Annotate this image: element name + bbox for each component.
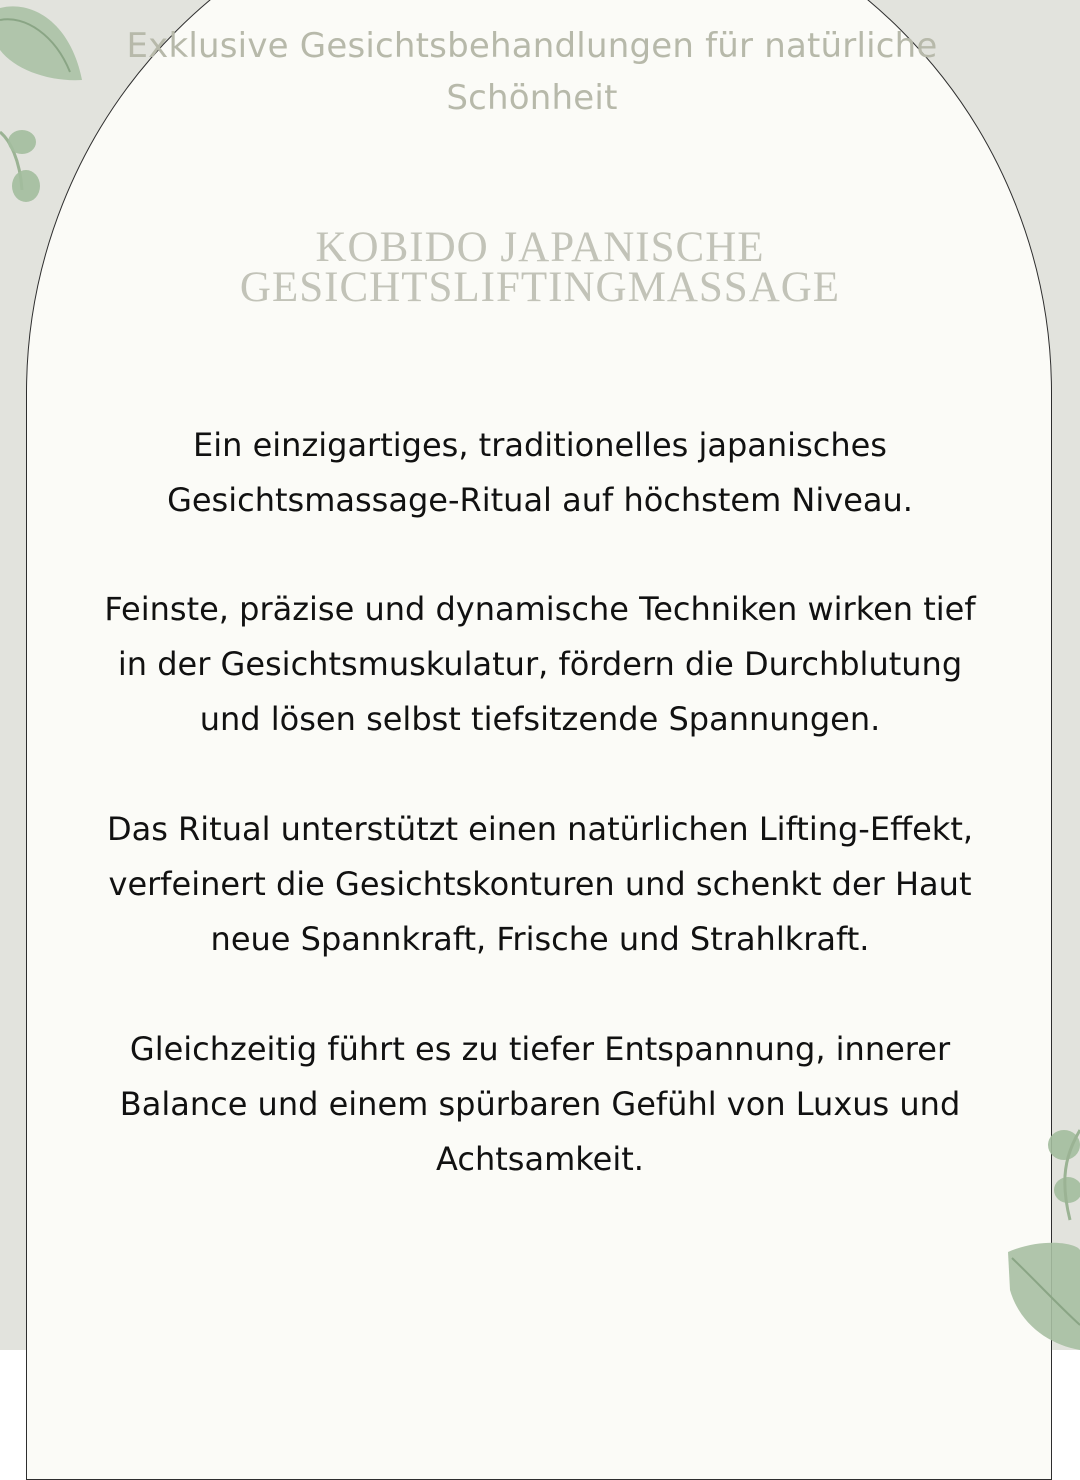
subtitle-line: Schönheit (446, 78, 618, 118)
subtitle-line: Exklusive Gesichtsbehandlungen für natürliche (126, 26, 938, 66)
eucalyptus-leaves-icon (0, 0, 100, 210)
title-line: GESICHTSLIFTINGMASSAGE (239, 264, 841, 311)
paragraph-intro (60, 418, 1020, 528)
paragraph-line: in der Gesichtsmuskulatur, fördern die Durchblutung (117, 645, 963, 683)
paragraph-lifting (60, 802, 1020, 967)
subtitle (90, 20, 974, 124)
paragraph-line: und lösen selbst tiefsitzende Spannungen. (199, 700, 881, 738)
paragraph-line: Ein einzigartiges, traditionelles japanisches (193, 426, 887, 464)
paragraph-relaxation (60, 1022, 1020, 1187)
paragraph-line: Gleichzeitig führt es zu tiefer Entspannung, innerer (129, 1030, 951, 1068)
paragraph-techniques (60, 582, 1020, 747)
paragraph-line: verfeinert die Gesichtskonturen und schenkt der Haut (108, 865, 972, 903)
paragraph-line: Balance und einem spürbaren Gefühl von Luxus und (119, 1085, 961, 1123)
paragraph-line: Das Ritual unterstützt einen natürlichen Lifting-Effekt, (106, 810, 974, 848)
paragraph-line: Gesichtsmassage-Ritual auf höchstem Niveau. (167, 481, 913, 519)
page-title (150, 224, 930, 311)
paragraph-line: Feinste, präzise und dynamische Techniken wirken tief (104, 590, 976, 628)
title-line: KOBIDO JAPANISCHE (315, 224, 765, 271)
paragraph-line: Achtsamkeit. (436, 1140, 644, 1178)
paragraph-line: neue Spannkraft, Frische und Strahlkraft. (210, 920, 870, 958)
